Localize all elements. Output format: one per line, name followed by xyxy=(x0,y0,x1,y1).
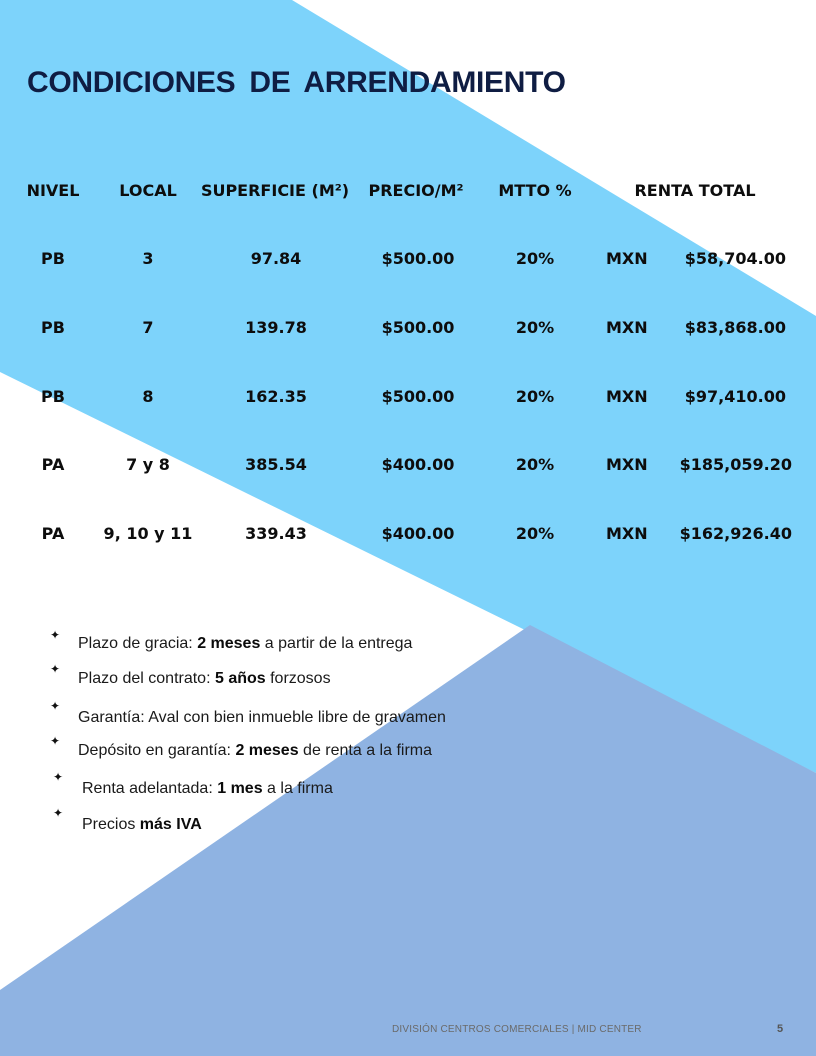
cell-moneda: MXN xyxy=(606,387,648,406)
bullet-star-icon: ✦ xyxy=(50,628,61,642)
column-header: PRECIO/M² xyxy=(368,181,464,200)
condition-text: Garantía: Aval con bien inmueble libre de gravamen xyxy=(78,709,446,726)
condition-emphasis: más IVA xyxy=(139,816,202,833)
cell-moneda: MXN xyxy=(606,318,648,337)
cell-moneda: MXN xyxy=(606,524,648,543)
condition-emphasis: 2 meses xyxy=(197,635,261,652)
bullet-star-icon: ✦ xyxy=(53,806,64,820)
condition-text-after: a la firma xyxy=(262,780,333,797)
column-header: RENTA TOTAL xyxy=(634,181,756,200)
condition-text: Plazo del contrato: xyxy=(78,670,215,687)
condition-item xyxy=(78,709,446,727)
cell-renta: $83,868.00 xyxy=(684,318,786,337)
footer-text: DIVISIÓN CENTROS COMERCIALES | MID CENTER xyxy=(392,1024,642,1035)
column-header: NIVEL xyxy=(26,181,80,200)
condition-emphasis: 2 meses xyxy=(235,742,299,759)
condition-item xyxy=(78,670,331,688)
cell-nivel: PA xyxy=(41,524,65,543)
cell-nivel: PB xyxy=(41,249,65,268)
page-title: CONDICIONES DE ARRENDAMIENTO xyxy=(27,66,566,99)
cell-precio: $400.00 xyxy=(381,524,455,543)
cell-nivel: PB xyxy=(41,387,65,406)
condition-text-after: a partir de la entrega xyxy=(260,635,413,652)
cell-moneda: MXN xyxy=(606,249,648,268)
cell-precio: $500.00 xyxy=(381,318,455,337)
cell-superficie: 385.54 xyxy=(245,455,307,474)
condition-text: Renta adelantada: xyxy=(82,780,218,797)
bullet-star-icon: ✦ xyxy=(50,734,61,748)
column-header: LOCAL xyxy=(119,181,177,200)
cell-superficie: 139.78 xyxy=(245,318,307,337)
cell-renta: $58,704.00 xyxy=(684,249,786,268)
cell-local: 7 y 8 xyxy=(126,455,170,474)
cell-mtto: 20% xyxy=(515,524,555,543)
cell-mtto: 20% xyxy=(515,387,555,406)
condition-text: Precios xyxy=(82,816,140,833)
bullet-star-icon: ✦ xyxy=(50,699,61,713)
condition-text-after: forzosos xyxy=(265,670,331,687)
cell-superficie: 162.35 xyxy=(245,387,307,406)
cell-nivel: PB xyxy=(41,318,65,337)
bullet-star-icon: ✦ xyxy=(53,770,64,784)
condition-item xyxy=(78,635,412,653)
cell-local: 8 xyxy=(142,387,154,406)
condition-emphasis: 1 mes xyxy=(217,780,263,797)
cell-precio: $500.00 xyxy=(381,249,455,268)
cell-superficie: 339.43 xyxy=(245,524,307,543)
cell-renta: $185,059.20 xyxy=(679,455,792,474)
cell-mtto: 20% xyxy=(515,318,555,337)
cell-superficie: 97.84 xyxy=(250,249,302,268)
condition-text: Plazo de gracia: xyxy=(78,635,198,652)
cell-mtto: 20% xyxy=(515,249,555,268)
page-number: 5 xyxy=(777,1023,784,1035)
cell-renta: $97,410.00 xyxy=(684,387,786,406)
condition-item xyxy=(78,742,432,760)
cell-local: 9, 10 y 11 xyxy=(103,524,193,543)
condition-item xyxy=(82,780,333,798)
cell-precio: $400.00 xyxy=(381,455,455,474)
condition-emphasis: 5 años xyxy=(214,670,266,687)
bullet-star-icon: ✦ xyxy=(50,662,61,676)
cell-renta: $162,926.40 xyxy=(679,524,792,543)
cell-moneda: MXN xyxy=(606,455,648,474)
column-header: SUPERFICIE (M²) xyxy=(200,181,350,200)
condition-item xyxy=(82,816,202,834)
condition-text-after: de renta a la firma xyxy=(298,742,433,759)
column-header: MTTO % xyxy=(498,181,572,200)
cell-precio: $500.00 xyxy=(381,387,455,406)
cell-local: 7 xyxy=(142,318,154,337)
cell-local: 3 xyxy=(142,249,154,268)
cell-mtto: 20% xyxy=(515,455,555,474)
condition-text: Depósito en garantía: xyxy=(78,742,236,759)
cell-nivel: PA xyxy=(41,455,65,474)
